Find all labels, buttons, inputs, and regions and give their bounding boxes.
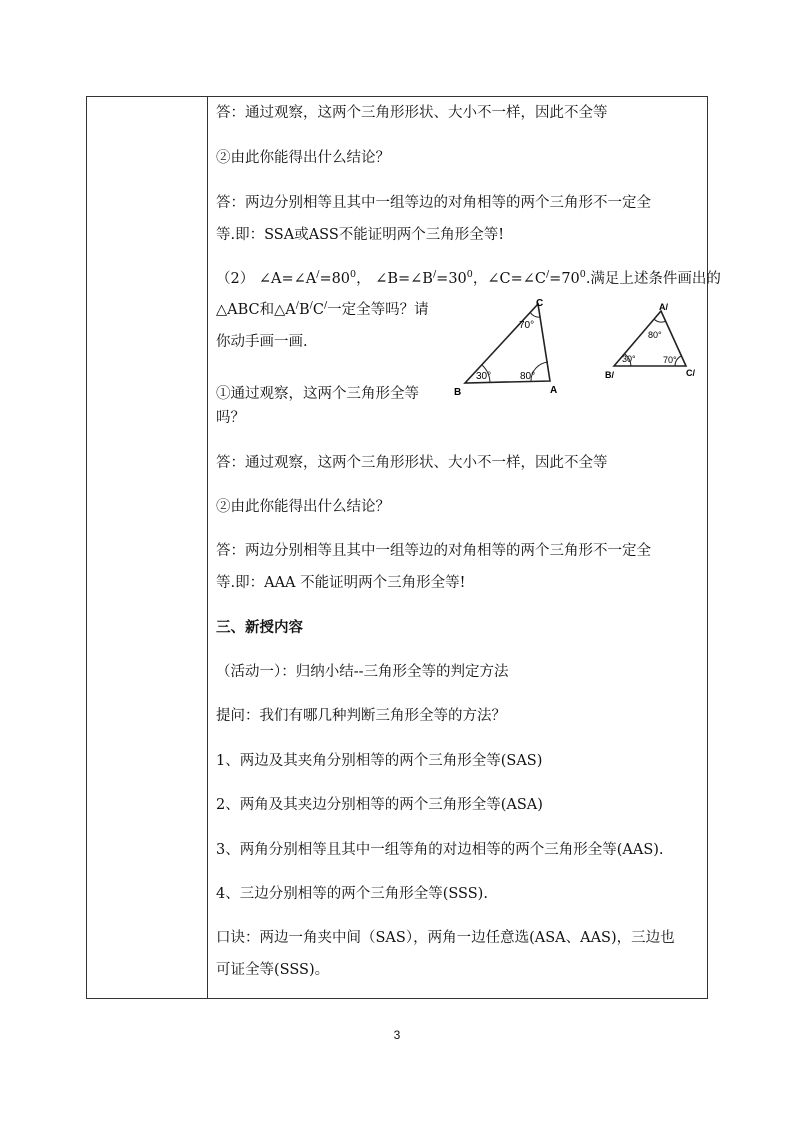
text-segment: =30: [436, 271, 467, 287]
text-segment: ， ∠B=∠B: [356, 271, 433, 287]
prime-mark: /: [545, 269, 550, 281]
answer-line-1: 答：通过观察，这两个三角形形状、大小不一样，因此不全等: [216, 105, 608, 121]
text-segment: （2） ∠A=∠A: [216, 271, 317, 287]
question-line-11: ②由此你能得出什么结论？: [216, 499, 390, 515]
mnemonic-line-2: 可证全等(SSS)。: [216, 962, 330, 978]
problem-2-line-2: [216, 300, 429, 320]
text-segment: B: [298, 302, 310, 318]
degree-mark: 0: [466, 269, 473, 281]
angle-c-arc: [530, 312, 540, 317]
angle-c-prime-value: 70°: [663, 355, 677, 365]
prime-mark: /: [432, 269, 437, 281]
text-segment: C: [312, 302, 324, 318]
question-line-2: ②由此你能得出什么结论？: [216, 150, 390, 166]
prime-mark: /: [295, 300, 299, 312]
problem-2-line: [216, 269, 721, 289]
prime-mark: /: [316, 269, 320, 281]
vertex-a-label: A: [550, 385, 558, 396]
question-line-9: 吗？: [216, 410, 245, 426]
text-segment: .满足上述条件画出的: [585, 271, 721, 287]
vertex-a-prime-label: A/: [659, 302, 668, 312]
angle-b-value: 30°: [476, 371, 492, 382]
triangle-abc-prime-figure: [602, 300, 702, 384]
answer-line-4: 等.即：SSA或ASS不能证明两个三角形全等!: [216, 227, 505, 243]
answer-line-10: 答：通过观察，这两个三角形形状、大小不一样，因此不全等: [216, 455, 608, 471]
answer-line-3: 答：两边分别相等且其中一组等边的对角相等的两个三角形不一定全: [216, 195, 651, 211]
triangle-abc-figure: [450, 292, 570, 402]
table-column-divider: [207, 96, 208, 999]
method-asa: 2、两角及其夹边分别相等的两个三角形全等(ASA): [216, 797, 543, 813]
vertex-b-prime-label: B/: [605, 370, 614, 380]
text-segment: =80: [319, 271, 351, 287]
vertex-c-prime-label: C/: [686, 368, 695, 378]
vertex-c-label: C: [536, 298, 544, 309]
angle-a-value: 80°: [520, 371, 536, 382]
method-aas: 3、两角分别相等且其中一组等角的对边相等的两个三角形全等(AAS).: [216, 842, 664, 858]
method-sas: 1、两边及其夹角分别相等的两个三角形全等(SAS): [216, 753, 543, 769]
vertex-b-label: B: [454, 387, 462, 398]
method-sss: 4、三边分别相等的两个三角形全等(SSS).: [216, 886, 488, 902]
text-segment: 一定全等吗？请: [327, 302, 429, 318]
problem-2-line-3: 你动手画一画.: [216, 334, 308, 350]
text-segment: =70: [549, 271, 580, 287]
degree-mark: 0: [579, 269, 586, 281]
section-heading: 三、新授内容: [216, 619, 303, 636]
mnemonic-line-1: 口诀：两边一角夹中间（SAS），两角一边任意选(ASA、AAS)，三边也: [216, 930, 675, 946]
angle-b-prime-value: 30°: [622, 354, 636, 364]
angle-c-value: 70°: [519, 320, 535, 331]
prime-mark: /: [309, 300, 313, 312]
degree-mark: 0: [350, 269, 357, 281]
activity-line: （活动一）：归纳小结--三角形全等的判定方法: [216, 664, 509, 680]
angle-a-prime-value: 80°: [648, 330, 662, 340]
question-line-8: ①通过观察，这两个三角形全等: [216, 386, 419, 402]
prime-mark: /: [323, 300, 328, 312]
text-segment: ，∠C=∠C: [472, 271, 546, 287]
answer-line-13: 等.即：AAA 不能证明两个三角形全等!: [216, 575, 466, 591]
answer-line-12: 答：两边分别相等且其中一组等边的对角相等的两个三角形不一定全: [216, 543, 651, 559]
text-segment: △ABC和△A: [216, 302, 296, 318]
page-number: 3: [393, 1028, 401, 1042]
question-line-16: 提问：我们有哪几种判断三角形全等的方法？: [216, 708, 506, 724]
